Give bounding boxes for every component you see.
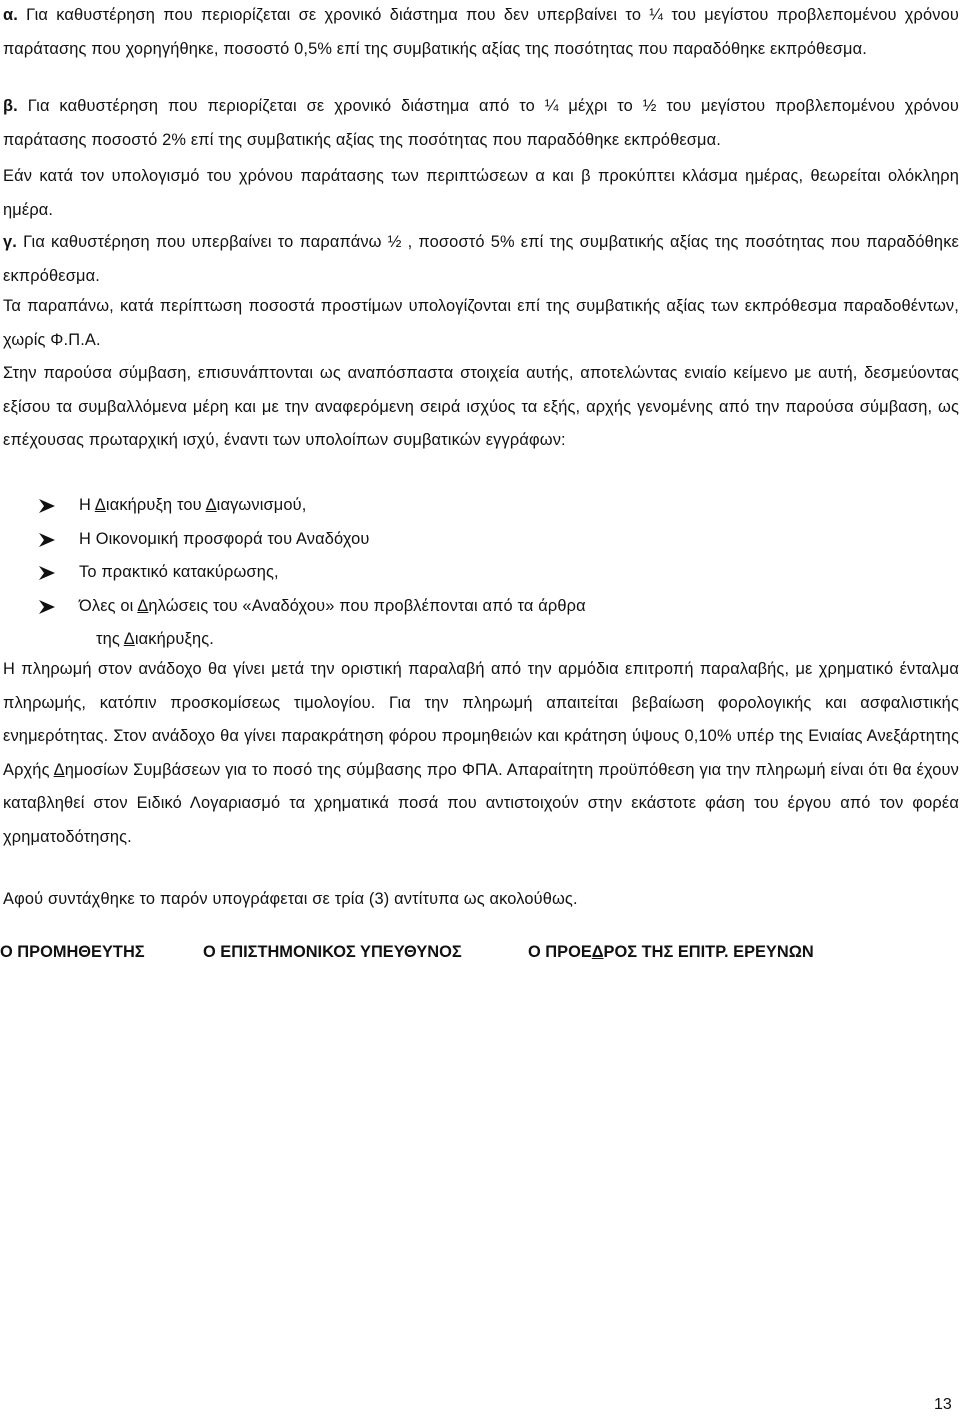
list-item-text: Όλες οι Δηλώσεις του «Αναδόχου» που προβλέπονται από τα άρθρα <box>79 596 586 615</box>
list-marker-gamma: γ. <box>3 233 17 251</box>
signature-block <box>0 935 960 969</box>
signature-supplier: Ο ΠΡΟΜΗΘΕΥΤΗΣ <box>0 943 145 961</box>
list-marker-beta: β. <box>3 97 18 115</box>
list-item-text: Η Οικονομική προσφορά του Αναδόχου <box>79 529 370 548</box>
list-item-text: Η Διακήρυξη του Διαγωνισμού, <box>79 496 307 514</box>
signature-scientific-lead: Ο ΕΠΙΣΤΗΜΟΝΙΚΟΣ ΥΠΕΥΘΥΝΟΣ <box>203 943 462 961</box>
paragraph-closing: Αφού συντάχθηκε το παρόν υπογράφεται σε τρία (3) αντίτυπα ως ακολούθως. <box>3 890 578 908</box>
list-item-continuation: της Διακήρυξης. <box>96 630 214 648</box>
page-number: 13 <box>934 1396 952 1413</box>
list-item <box>39 523 939 557</box>
list-item-text: Το πρακτικό κατακύρωσης, <box>79 563 279 581</box>
list-item <box>39 590 939 624</box>
list-marker-alpha: α. <box>3 6 18 24</box>
paragraph-annex-intro: Στην παρούσα σύμβαση, επισυνάπτονται ως αναπόσπαστα στοιχεία αυτής, αποτελώντας ενιαίο κείμενο με αυτή, δεσμεύοντας εξίσου τα συμβαλλόμενα μέρη και με την αναφερόμενη σειρά ισχύος τα εξής, αρχής γενομένης από την παρούσα σύμβαση, ως επέχουσας πρωταρχική ισχύ, έναντι των υπολοίπων συμβατικών εγγράφων: <box>3 364 959 449</box>
paragraph-gamma-text: Για καθυστέρηση που υπερβαίνει το παραπάνω ½ , ποσοστό 5% επί της συμβατικής αξίας της ποσότητας που παραδόθηκε εκπρόθεσμα. <box>3 233 959 285</box>
paragraph-payment: Η πληρωμή στον ανάδοχο θα γίνει μετά την οριστική παραλαβή από την αρμόδια επιτροπή παραλαβής, με χρηματικό ένταλμα πληρωμής, κατόπιν προσκομίσεως τιμολογίου. Για την πληρωμή απαιτείται βεβαίωση φορολογικής και ασφαλιστικής ενημερότητας. Στον ανάδοχο θα γίνει παρακράτηση φόρου προμηθειών και κράτηση ύψους 0,10% υπέρ της Ενιαίας Ανεξάρτητης Αρχής Δημοσίων Συμβάσεων για το ποσό της σύμβασης προ ΦΠΑ. Απαραίτητη προϋπόθεση για την πληρωμή είναι ότι θα έχουν καταβληθεί στον Ειδικό Λογαριασμό τα χρηματικά ποσά που αντιστοιχούν στην εκάστοτε φάση του έργου από τον φορέα χρηματοδότησης. <box>3 660 959 846</box>
paragraph-alpha-text: Για καθυστέρηση που περιορίζεται σε χρονικό διάστημα που δεν υπερβαίνει το ¼ του μεγίστου προβλεπομένου χρόνου παράτασης που χορηγήθηκε, ποσοστό 0,5% επί της συμβατικής αξίας της ποσότητας που παραδόθηκε εκπρόθεσμα. <box>3 6 959 58</box>
list-item <box>39 489 939 523</box>
paragraph-penalties-note: Τα παραπάνω, κατά περίπτωση ποσοστά προστίμων υπολογίζονται επί της συμβατικής αξίας των εκπρόθεσμα παραδοθέντων, χωρίς Φ.Π.Α. <box>3 297 959 349</box>
paragraph-beta-text: Για καθυστέρηση που περιορίζεται σε χρονικό διάστημα από το ¼ μέχρι το ½ του μεγίστου προβλεπομένου χρόνου παράτασης ποσοστό 2% επί της συμβατικής αξίας της ποσότητας που παραδόθηκε εκπρόθεσμα. <box>3 97 959 149</box>
paragraph-beta <box>3 90 959 157</box>
paragraph-gamma <box>3 226 959 293</box>
annex-list <box>39 489 939 623</box>
list-item <box>39 556 939 590</box>
paragraph-fraction-note: Εάν κατά τον υπολογισμό του χρόνου παράτασης των περιπτώσεων α και β προκύπτει κλάσμα ημέρας, θεωρείται ολόκληρη ημέρα. <box>3 167 959 219</box>
paragraph-alpha <box>3 0 959 66</box>
signature-committee-chair: Ο ΠΡΟΕΔΡΟΣ ΤΗΣ ΕΠΙΤΡ. ΕΡΕΥΝΩΝ <box>528 943 814 961</box>
